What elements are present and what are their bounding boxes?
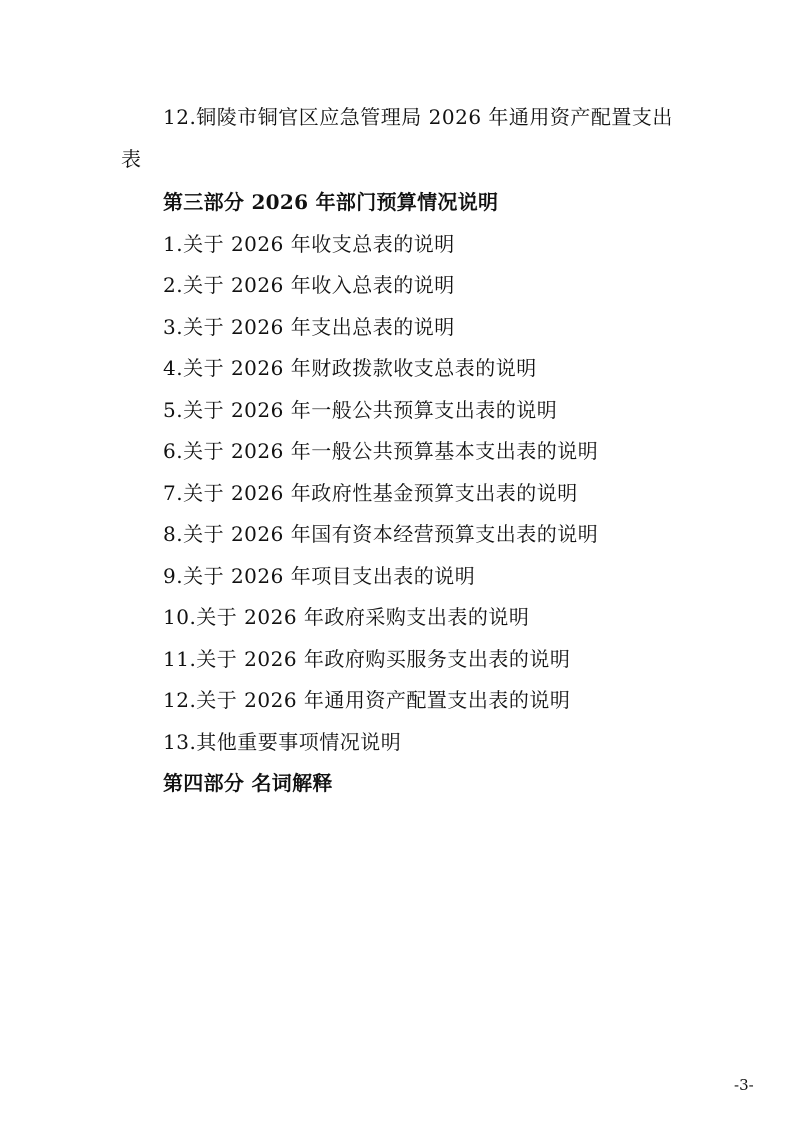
- toc-entry-part2-item12-continuation: 表: [121, 147, 142, 171]
- toc-entry-part3-item2: 2.关于 2026 年收入总表的说明: [163, 273, 455, 297]
- toc-entry-part3-item6: 6.关于 2026 年一般公共预算基本支出表的说明: [163, 439, 599, 463]
- toc-entry-part3-item5: 5.关于 2026 年一般公共预算支出表的说明: [163, 398, 558, 422]
- toc-entry-part3-item13: 13.其他重要事项情况说明: [163, 730, 402, 754]
- toc-entry-part3-item11: 11.关于 2026 年政府购买服务支出表的说明: [163, 647, 571, 671]
- toc-entry-part3-item4: 4.关于 2026 年财政拨款收支总表的说明: [163, 356, 537, 380]
- part3-heading: 第三部分 2026 年部门预算情况说明: [163, 190, 499, 214]
- page-number: -3-: [734, 1076, 754, 1094]
- toc-entry-part3-item7: 7.关于 2026 年政府性基金预算支出表的说明: [163, 481, 578, 505]
- toc-entry-part3-item10: 10.关于 2026 年政府采购支出表的说明: [163, 605, 530, 629]
- toc-entry-part2-item12: 12.铜陵市铜官区应急管理局 2026 年通用资产配置支出: [163, 105, 673, 129]
- toc-entry-part3-item12: 12.关于 2026 年通用资产配置支出表的说明: [163, 688, 571, 712]
- toc-entry-part3-item9: 9.关于 2026 年项目支出表的说明: [163, 564, 476, 588]
- part4-heading: 第四部分 名词解释: [163, 771, 333, 795]
- toc-entry-part3-item1: 1.关于 2026 年收支总表的说明: [163, 232, 455, 256]
- toc-entry-part3-item8: 8.关于 2026 年国有资本经营预算支出表的说明: [163, 522, 599, 546]
- toc-entry-part3-item3: 3.关于 2026 年支出总表的说明: [163, 315, 455, 339]
